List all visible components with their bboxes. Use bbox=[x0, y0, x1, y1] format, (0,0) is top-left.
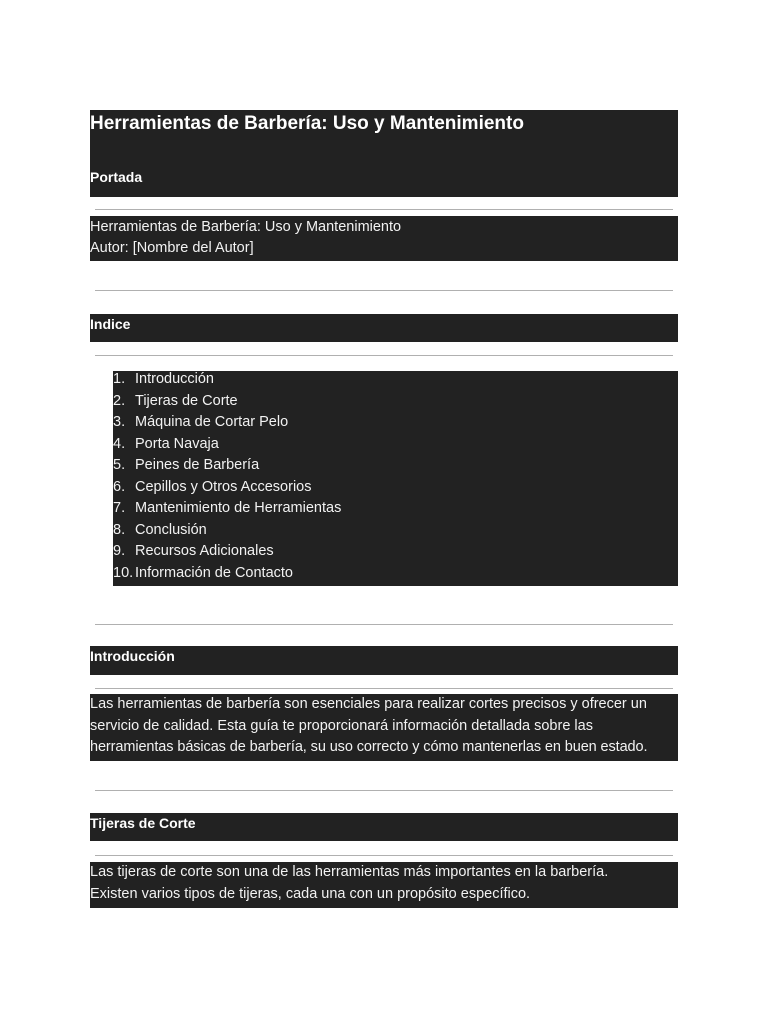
toc-item-label: Tijeras de Corte bbox=[135, 392, 238, 409]
toc-item[interactable] bbox=[113, 434, 678, 456]
toc-item-number: 5. bbox=[113, 457, 126, 473]
divider bbox=[95, 855, 673, 856]
toc-item-label: Máquina de Cortar Pelo bbox=[135, 414, 289, 430]
scissors-paragraph bbox=[90, 862, 678, 905]
toc-item-label: Información de Contacto bbox=[135, 564, 293, 581]
title-block bbox=[90, 110, 678, 197]
intro-line: herramientas básicas de barbería, su uso correcto y cómo mantenerlas en buen estado. bbox=[90, 739, 648, 755]
toc-item[interactable] bbox=[113, 391, 678, 413]
section-heading-portada: Portada bbox=[90, 169, 143, 185]
divider bbox=[95, 355, 673, 356]
toc-item[interactable] bbox=[113, 520, 678, 542]
document-title: Herramientas de Barbería: Uso y Mantenimiento bbox=[90, 113, 524, 134]
intro-line: servicio de calidad. Esta guía te proporcionará información detallada sobre las bbox=[90, 717, 593, 734]
toc-item-number: 3. bbox=[113, 414, 126, 430]
section-heading-indice: Indice bbox=[90, 316, 131, 332]
divider bbox=[95, 209, 673, 210]
toc-item[interactable] bbox=[113, 541, 678, 563]
intro-paragraph-block bbox=[90, 694, 678, 761]
intro-paragraph bbox=[90, 694, 678, 759]
intro-line: Las herramientas de barbería son esenciales para realizar cortes precisos y ofrecer un bbox=[90, 696, 647, 712]
toc-item[interactable] bbox=[113, 498, 678, 520]
toc-item-label: Mantenimiento de Herramientas bbox=[135, 500, 342, 516]
divider bbox=[95, 290, 673, 291]
divider bbox=[95, 790, 673, 791]
scissors-heading-block bbox=[90, 813, 678, 841]
toc-item-number: 10. bbox=[113, 564, 134, 581]
toc-item-label: Porta Navaja bbox=[135, 435, 219, 452]
toc-heading-block bbox=[90, 314, 678, 342]
toc-item-number: 7. bbox=[113, 500, 126, 516]
toc-item[interactable] bbox=[113, 455, 678, 477]
scissors-line: Existen varios tipos de tijeras, cada una con un propósito específico. bbox=[90, 885, 531, 902]
toc-item-number: 1. bbox=[113, 371, 126, 387]
toc-item-number: 6. bbox=[113, 478, 126, 495]
toc-item[interactable] bbox=[113, 563, 678, 585]
toc-item-label: Introducción bbox=[135, 371, 214, 387]
cover-author-line: Autor: [Nombre del Autor] bbox=[90, 240, 254, 256]
toc-item-label: Peines de Barbería bbox=[135, 457, 260, 473]
toc-item-label: Cepillos y Otros Accesorios bbox=[135, 478, 312, 495]
section-heading-tijeras: Tijeras de Corte bbox=[90, 815, 196, 831]
toc-item-label: Recursos Adicionales bbox=[135, 543, 274, 559]
toc-block bbox=[113, 371, 678, 586]
section-heading-introduccion: Introducción bbox=[90, 648, 175, 664]
toc-item-number: 9. bbox=[113, 543, 126, 559]
table-of-contents bbox=[113, 369, 678, 584]
toc-item[interactable] bbox=[113, 477, 678, 499]
divider bbox=[95, 624, 673, 625]
cover-title-line: Herramientas de Barbería: Uso y Mantenimiento bbox=[90, 219, 402, 235]
divider bbox=[95, 688, 673, 689]
toc-item[interactable] bbox=[113, 369, 678, 391]
intro-heading-block bbox=[90, 646, 678, 675]
scissors-line: Las tijeras de corte son una de las herramientas más importantes en la barbería. bbox=[90, 864, 609, 880]
toc-item[interactable] bbox=[113, 412, 678, 434]
toc-item-number: 8. bbox=[113, 521, 126, 538]
cover-block bbox=[90, 216, 678, 261]
scissors-paragraph-block bbox=[90, 862, 678, 908]
toc-item-number: 2. bbox=[113, 392, 126, 409]
toc-item-number: 4. bbox=[113, 435, 126, 452]
toc-item-label: Conclusión bbox=[135, 521, 207, 538]
